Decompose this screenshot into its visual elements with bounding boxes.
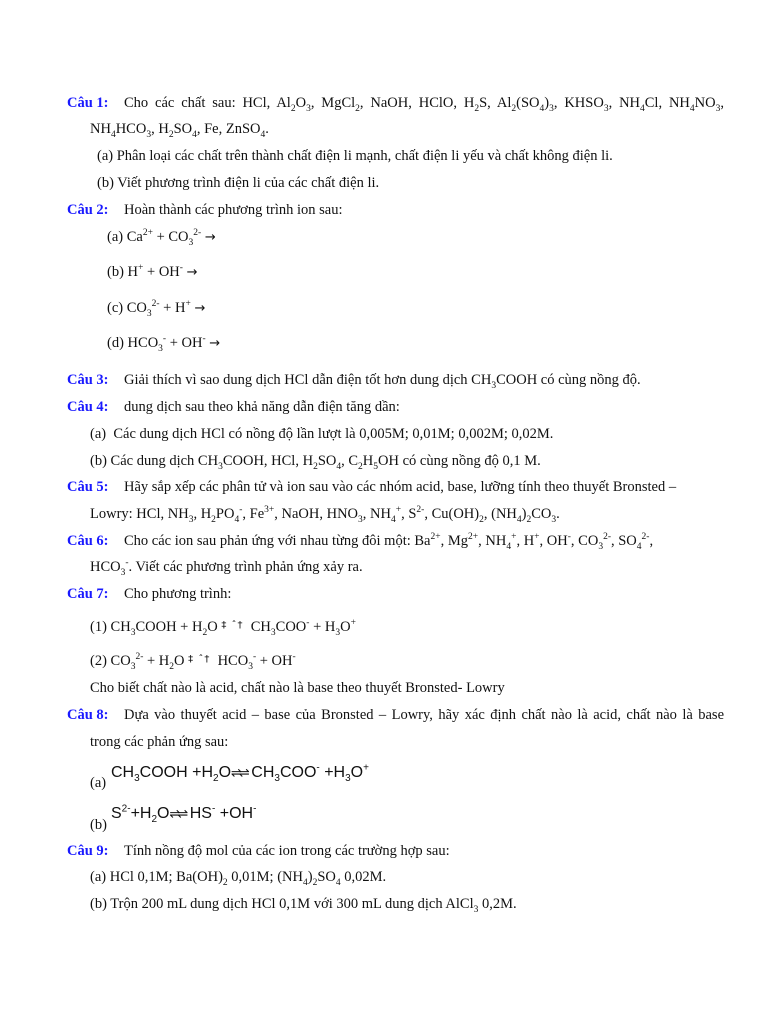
q8-eq-b-label: (b) xyxy=(90,817,107,833)
q8-eq-a-label: (a) xyxy=(90,775,107,791)
q8-eq-b: $S^{2-}+H_2O\rightleftharpoons\rightleftharpoons$ HS- +OH- xyxy=(111,803,257,826)
q8-text-cont: trong các phản ứng sau: xyxy=(90,734,229,750)
q6-label: Câu 6: xyxy=(67,533,109,549)
q3-text: Giải thích vì sao dung dịch HCl dẫn điện tốt hơn dung dịch $CH_3COOH$ có cùng nồng độ. xyxy=(124,372,641,391)
q6-text-cont: $HCO_3^-$. Viết các phương trình phản ứng xảy ra. xyxy=(90,558,363,578)
arrow-icon: → xyxy=(186,265,198,280)
q2-label: Câu 2: xyxy=(67,202,109,218)
q2-text: Hoàn thành các phương trình ion sau: xyxy=(124,202,343,218)
q7-note: Cho biết chất nào là acid, chất nào là base theo thuyết Bronsted- Lowry xyxy=(90,680,505,696)
q1-text: Cho các chất sau: HCl, $Al_2O_3$, MgCl$_2$, NaOH, HClO, $H_2S$, $Al_2(SO_4)_3$, $KHSO_3$, $NH_4Cl$, $NH_4NO_3$, xyxy=(124,95,724,114)
q7-label: Câu 7: xyxy=(67,586,109,602)
q2-eq-d: (d) $HCO_3^- + OH^-$ → xyxy=(107,334,221,354)
q8-text: Dựa vào thuyết acid – base của Bronsted – Lowry, hãy xác định chất nào là acid, chất nào là base xyxy=(124,707,724,723)
arrow-icon: → xyxy=(204,230,216,245)
q5-text: Hãy sắp xếp các phân tử và ion sau vào các nhóm acid, base, lưỡng tính theo thuyết Bronsted – xyxy=(124,479,677,495)
equilibrium-icon: ⇌⇌ xyxy=(231,766,247,781)
q9-part-b: (b) Trộn 200 mL dung dịch HCl 0,1M với 300 mL dung dịch AlCl$_3$ 0,2M. xyxy=(90,896,517,915)
q1-part-b: (b) Viết phương trình điện li của các chất điện li. xyxy=(97,175,380,191)
equilibrium-icon: ‡ ˆ† xyxy=(188,654,211,665)
q1-part-a: (a) Phân loại các chất trên thành chất điện li mạnh, chất điện li yếu và chất không điện li. xyxy=(97,148,613,164)
q1-label: Câu 1: xyxy=(67,95,109,111)
q8-eq-a: $CH_3COOH$ $+H_2O\rightleftharpoons\rightleftharpoons$ $CH_3COO^- +H_3O^+$ xyxy=(111,762,369,785)
q7-text: Cho phương trình: xyxy=(124,586,232,602)
q4-part-a: (a) Các dung dịch HCl có nồng độ lần lượt là 0,005M; 0,01M; 0,002M; 0,02M. xyxy=(90,426,554,442)
q2-eq-c: (c) $CO_3^{2-} + H^+$ → xyxy=(107,299,206,319)
q7-eq-2: (2) $CO_3^{2-} + H_2O$ $^{\ddagger ˆ\dagger}$ $HCO_3^- + OH^-$ xyxy=(90,652,296,672)
q9-label: Câu 9: xyxy=(67,843,109,859)
q9-part-a: (a) HCl 0,1M; $Ba(OH)_2$ 0,01M; $(NH_4)_2SO_4$ 0,02M. xyxy=(90,869,387,888)
q9-text: Tính nồng độ mol của các ion trong các trường hợp sau: xyxy=(124,843,450,859)
arrow-icon: → xyxy=(209,336,221,351)
q5-label: Câu 5: xyxy=(67,479,109,495)
equilibrium-icon: ‡ ˆ† xyxy=(221,620,244,631)
q6-text: Cho các ion sau phản ứng với nhau từng đôi một: $Ba^{2+}$, $Mg^{2+}$, $NH_4^+$, H+, OH-, $CO_3^{2-}$, $SO_4^{2-}$, xyxy=(124,532,654,552)
q2-eq-b: (b) H+ + OH- → xyxy=(107,263,198,280)
q3-label: Câu 3: xyxy=(67,372,109,388)
q8-label: Câu 8: xyxy=(67,707,109,723)
q4-label: Câu 4: xyxy=(67,399,109,415)
q2-eq-a: (a) $Ca^{2+} + CO_3^{2-}$ → xyxy=(107,228,216,248)
q4-part-b: (b) Các dung dịch $CH_3COOH$, HCl, $H_2SO_4$, $C_2H_5OH$ có cùng nồng độ 0,1 M. xyxy=(90,453,541,472)
q7-eq-1: (1) $CH_3COOH + H_2O$ $^{\ddagger ˆ\dagger}$ $CH_3COO^- + H_3O^+$ xyxy=(90,618,356,638)
q1-text-cont: $NH_4HCO_3$, $H_2SO_4$, Fe, ZnSO$_4$. xyxy=(90,121,269,140)
q4-text: dung dịch sau theo khả năng dẫn điện tăng dần: xyxy=(124,399,400,415)
q5-species: Lowry: HCl, $NH_3$, $H_2PO_4^-$, $Fe^{3+}$, NaOH, $HNO_3$, $NH_4^+$, $S^{2-}$, $Cu(OH)_2$, $(NH_4)_2CO_3$. xyxy=(90,505,560,525)
arrow-icon: → xyxy=(194,301,206,316)
equilibrium-icon: ⇌⇌ xyxy=(169,807,186,822)
